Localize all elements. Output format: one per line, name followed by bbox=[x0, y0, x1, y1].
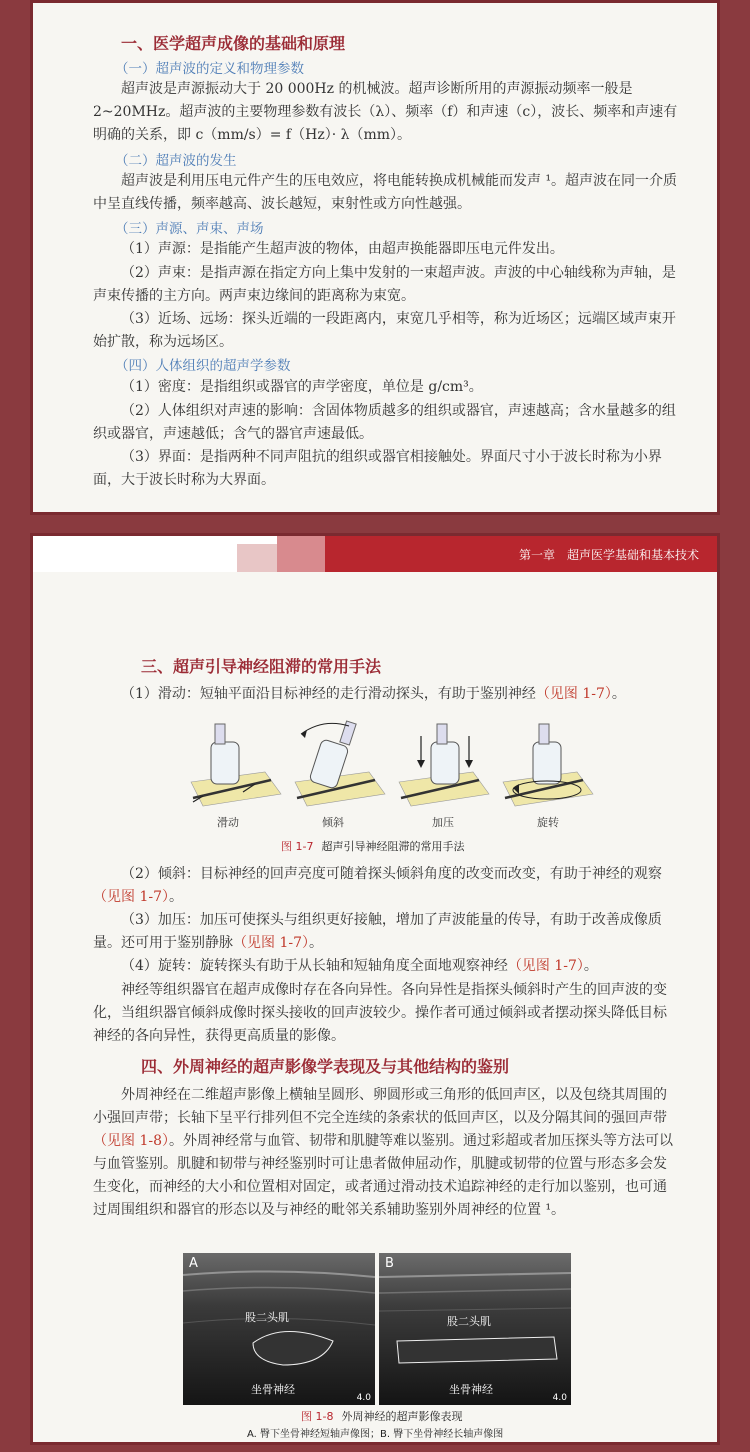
label-rotate: 旋转 bbox=[537, 816, 559, 829]
label-slide: 滑动 bbox=[217, 816, 239, 829]
figure-reference[interactable]: （见图 1-7） bbox=[507, 958, 584, 974]
paragraph-near-far: （3）近场、远场：探头近端的一段距离内，束宽几乎相等，称为近场区；远端区域声束开始扩散，称为远场区。 bbox=[93, 311, 676, 350]
probe-press-illustration bbox=[399, 724, 489, 806]
ultrasound-image-a bbox=[183, 1253, 375, 1405]
paragraph-interface: （3）界面：是指两种不同声阻抗的组织或器官相接触处。界面尺寸小于波长时称为小界面，大于波长时称为大界面。 bbox=[93, 449, 662, 488]
section-title-3: 三、超声引导神经阻滞的常用手法 bbox=[141, 657, 382, 676]
probe-slide-illustration bbox=[191, 724, 281, 806]
probe-tilt-illustration bbox=[295, 721, 385, 806]
paragraph-density: （1）密度：是指组织或器官的声学密度，单位是 g/cm³。 bbox=[121, 379, 483, 395]
figure-number: 图 1-8 bbox=[301, 1410, 334, 1423]
paragraph-speed: （2）人体组织对声速的影响：含固体物质越多的组织或器官，声速越高；含水量越多的组织或器官，声速越低；含气的器官声速最低。 bbox=[93, 403, 676, 442]
figure-1-8-subcaption: A. 臀下坐骨神经短轴声像图；B. 臀下坐骨神经长轴声像图 bbox=[247, 1429, 504, 1440]
paragraph-tilt: （2）倾斜：目标神经的回声亮度可随着探头倾斜角度的改变而改变，有助于神经的观察（见图 1-7）。 bbox=[93, 866, 662, 905]
subheading-source: （三）声源、声束、声场 bbox=[115, 221, 264, 237]
subheading-definition: （一）超声波的定义和物理参数 bbox=[115, 61, 304, 77]
label-tilt: 倾斜 bbox=[322, 816, 344, 829]
figure-reference[interactable]: （见图 1-7） bbox=[233, 935, 309, 951]
figure-1-8-caption bbox=[301, 1408, 462, 1424]
paragraph-generation: 超声波是利用压电元件产生的压电效应，将电能转换成机械能而发声 ¹。超声波在同一介质中呈直线传播，频率越高、波长越短，束射性或方向性越强。 bbox=[93, 173, 678, 212]
probe-labels bbox=[183, 814, 603, 830]
paragraph-slide: （1）滑动：短轴平面沿目标神经的走行滑动探头，有助于鉴别神经（见图 1-7）。 bbox=[121, 686, 626, 702]
subheading-generation: （二）超声波的发生 bbox=[115, 153, 237, 169]
subheading-tissue: （四）人体组织的超声学参数 bbox=[115, 358, 291, 374]
paragraph-definition: 超声波是声源振动大于 20 000Hz 的机械波。超声诊断所用的声源振动频率一般是 2~20MHz。超声波的主要物理参数有波长（λ）、频率（f）和声速（c），波长、频率和声速有明确的关系，即 c（mm/s）= f（Hz）· λ（mm）。 bbox=[93, 81, 678, 143]
label-sciatic-nerve-a: 坐骨神经 bbox=[251, 1383, 295, 1396]
paragraph-press: （3）加压：加压可使探头与组织更好接触，增加了声波能量的传导，有助于改善成像质量。还可用于鉴别静脉（见图 1-7）。 bbox=[93, 912, 662, 951]
depth-readout-a: 4.0 bbox=[356, 1393, 371, 1403]
panel-letter-a: A bbox=[189, 1256, 198, 1271]
label-biceps-femoris-a: 股二头肌 bbox=[245, 1311, 289, 1324]
label-biceps-femoris-b: 股二头肌 bbox=[447, 1315, 491, 1328]
figure-1-7 bbox=[183, 714, 603, 839]
header-decoration bbox=[237, 544, 277, 572]
panel-letter-b: B bbox=[385, 1256, 394, 1271]
paragraph-nerve-appearance: 外周神经在二维超声影像上横轴呈圆形、卵圆形或三角形的低回声区，以及包绕其周围的小强回声带；长轴下呈平行排列但不完全连续的条索状的低回声区，以及分隔其间的强回声带（见图 1-8）。外周神经常与血管、韧带和肌腱等难以鉴别。通过彩超或者加压探头等方法可以与血管鉴别。肌腱和韧带与神经鉴别时可让患者做伸屈动作，肌腱或韧带的位置与形态多会发生变化，而神经的大小和位置相对固定，或者通过滑动技术追踪神经的走行加以鉴别，也可通过周围组织和器官的形态以及与神经的毗邻关系辅助鉴别外周神经的位置 ¹。 bbox=[93, 1087, 673, 1218]
figure-reference[interactable]: （见图 1-8） bbox=[93, 1133, 169, 1149]
paragraph-beam: （2）声束：是指声源在指定方向上集中发射的一束超声波。声波的中心轴线称为声轴，是声束传播的主方向。两声束边缘间的距离称为束宽。 bbox=[93, 265, 676, 304]
page-lower bbox=[30, 533, 720, 1445]
figure-reference[interactable]: （见图 1-7） bbox=[535, 686, 612, 702]
figure-title: 超声引导神经阻滞的常用手法 bbox=[321, 840, 465, 853]
header-decoration bbox=[277, 536, 325, 572]
section-title-4: 四、外周神经的超声影像学表现及与其他结构的鉴别 bbox=[141, 1057, 510, 1076]
ultrasound-image-b bbox=[379, 1253, 571, 1405]
paragraph-rotate: （4）旋转：旋转探头有助于从长轴和短轴角度全面地观察神经（见图 1-7）。 bbox=[121, 958, 598, 974]
figure-1-7-caption bbox=[281, 838, 464, 854]
figure-number: 图 1-7 bbox=[281, 840, 314, 853]
section-title-1: 一、医学超声成像的基础和原理 bbox=[121, 34, 346, 53]
header-band bbox=[325, 536, 717, 572]
depth-readout-b: 4.0 bbox=[552, 1393, 567, 1403]
label-sciatic-nerve-b: 坐骨神经 bbox=[449, 1383, 493, 1396]
probe-illustrations bbox=[183, 714, 603, 814]
paragraph-anisotropy: 神经等组织器官在超声成像时存在各向异性。各向异性是指探头倾斜时产生的回声波的变化，当组织器官倾斜成像时探头接收的回声波较少。操作者可通过倾斜或者摆动探头降低目标神经的各向异性，获得更高质量的影像。 bbox=[93, 982, 667, 1044]
figure-reference[interactable]: （见图 1-7） bbox=[93, 889, 169, 905]
paragraph-source: （1）声源：是指能产生超声波的物体，由超声换能器即压电元件发出。 bbox=[121, 241, 564, 257]
label-press: 加压 bbox=[432, 816, 454, 829]
chapter-title: 第一章 超声医学基础和基本技术 bbox=[518, 548, 699, 562]
page-upper bbox=[30, 0, 720, 515]
probe-rotate-illustration bbox=[503, 724, 593, 806]
figure-title: 外周神经的超声影像表现 bbox=[341, 1410, 463, 1423]
